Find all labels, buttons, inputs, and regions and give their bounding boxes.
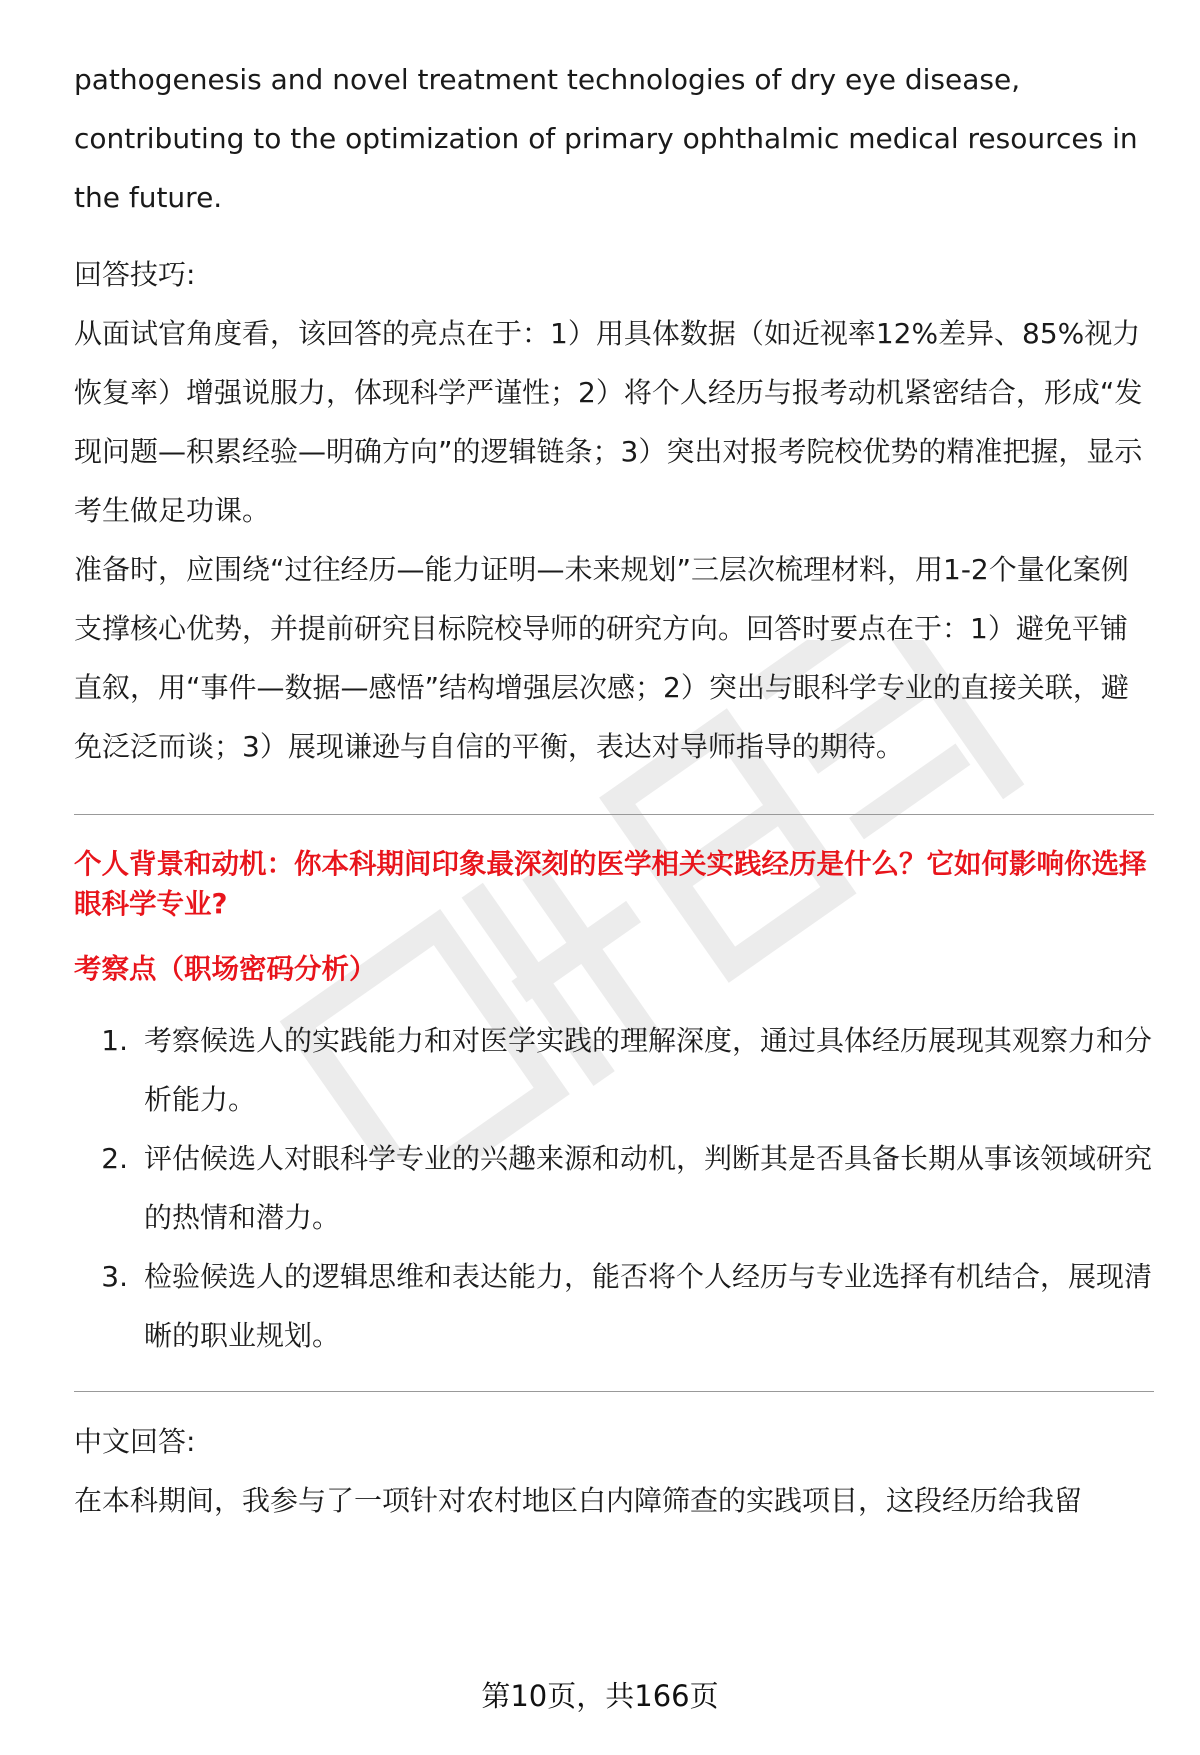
list-item bbox=[74, 1011, 1154, 1129]
tips-paragraph-1: 从面试官角度看，该回答的亮点在于：1）用具体数据（如近视率12%差异、85%视力恢复率）增强说服力，体现科学严谨性；2）将个人经历与报考动机紧密结合，形成“发现问题—积累经验—明确方向”的逻辑链条；3）突出对报考院校优势的精准把握，显示考生做足功课。 bbox=[74, 317, 1143, 527]
list-item-text: 检验候选人的逻辑思维和表达能力，能否将个人经历与专业选择有机结合，展现清晰的职业规划。 bbox=[144, 1260, 1153, 1352]
list-item bbox=[74, 1247, 1154, 1365]
list-item bbox=[74, 1129, 1154, 1247]
tips-paragraph-2: 准备时，应围绕“过往经历—能力证明—未来规划”三层次梳理材料，用1-2个量化案例支撑核心优势，并提前研究目标院校导师的研究方向。回答时要点在于：1）避免平铺直叙，用“事件—数据—感悟”结构增强层次感；2）突出与眼科学专业的直接关联，避免泛泛而谈；3）展现谦逊与自信的平衡，表达对导师指导的期待。 bbox=[74, 553, 1129, 763]
list-item-number: 2. bbox=[101, 1142, 128, 1175]
analysis-heading: 考察点（职场密码分析） bbox=[74, 953, 377, 985]
answer-paragraph: 在本科期间，我参与了一项针对农村地区白内障筛查的实践项目，这段经历给我留 bbox=[74, 1484, 1083, 1517]
question-title: 个人背景和动机：你本科期间印象最深刻的医学相关实践经历是什么？它如何影响你选择眼科学专业? bbox=[74, 848, 1147, 920]
analysis-points-list bbox=[74, 1011, 1154, 1365]
page-footer: 第10页，共166页 bbox=[481, 1679, 719, 1713]
list-item-number: 3. bbox=[101, 1260, 128, 1293]
tips-label: 回答技巧: bbox=[74, 258, 196, 291]
answer-label: 中文回答: bbox=[74, 1425, 196, 1458]
list-item-text: 考察候选人的实践能力和对医学实践的理解深度，通过具体经历展现其观察力和分析能力。 bbox=[144, 1024, 1153, 1116]
intro-paragraph: pathogenesis and novel treatment technologies of dry eye disease, contributing to the optimization of primary ophthalmic medical resources in the future. bbox=[74, 63, 1138, 214]
list-item-number: 1. bbox=[101, 1024, 128, 1057]
document-page bbox=[74, 50, 1154, 1530]
list-item-text: 评估候选人对眼科学专业的兴趣来源和动机，判断其是否具备长期从事该领域研究的热情和潜力。 bbox=[144, 1142, 1153, 1234]
